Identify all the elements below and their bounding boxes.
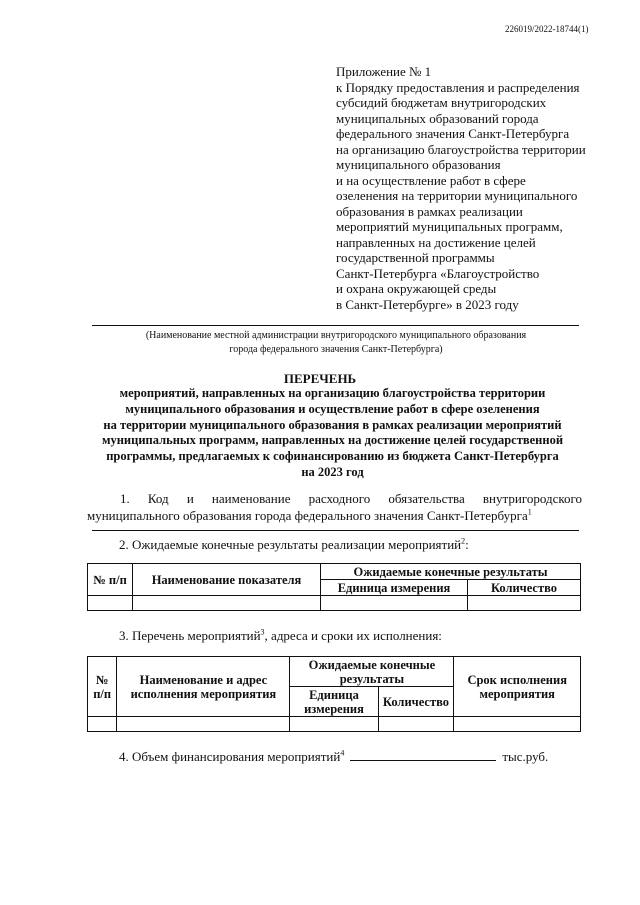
appendix-line: и на осуществление работ в сфере <box>336 172 526 188</box>
table-cell <box>88 596 133 611</box>
col-header-quantity: Количество <box>378 687 454 717</box>
caption-line: (Наименование местной администрации внутригородского муниципального образования <box>145 330 527 341</box>
appendix-line: федерального значения Санкт-Петербурга <box>336 126 570 141</box>
footnote-ref: 1 <box>527 507 532 517</box>
col-header-indicator: Наименование показателя <box>133 564 321 596</box>
section-1-heading: 1. Код и наименование расходного обязательства внутригородского <box>120 491 582 506</box>
col-header-activity: Наименование и адрес исполнения мероприятия <box>117 657 290 717</box>
appendix-line: муниципальных образований города <box>336 110 539 126</box>
appendix-line: на организацию благоустройства территории <box>336 141 586 157</box>
appendix-line: озеленения на территории муниципального <box>336 188 578 203</box>
admin-name-line <box>92 325 579 326</box>
subtitle-line: мероприятий, направленных на организацию благоустройства территории <box>119 386 546 400</box>
appendix-line: и охрана окружающей среды <box>336 281 497 296</box>
section-2-text: 2. Ожидаемые конечные результаты реализации мероприятий <box>119 537 462 552</box>
subtitle-line: программы, предлагаемых к софинансированию из бюджета Санкт-Петербурга <box>106 449 559 464</box>
col-header-number: № п/п <box>88 564 133 596</box>
activities-table <box>87 656 581 732</box>
section-1-text: муниципального образования города федерального значения Санкт-Петербурга <box>87 508 528 523</box>
section-2-suffix: : <box>465 537 469 552</box>
appendix-line: направленных на достижение целей <box>336 234 536 250</box>
table-cell <box>468 596 581 611</box>
table-row <box>88 717 581 732</box>
section-3-text: 3. Перечень мероприятий <box>119 628 261 643</box>
table-cell <box>321 596 468 611</box>
appendix-line: государственной программы <box>336 250 495 265</box>
section-1-fill-line <box>92 530 579 531</box>
document-title: ПЕРЕЧЕНЬ <box>283 371 357 386</box>
table-cell <box>133 596 321 611</box>
col-header-number: № п/п <box>88 657 117 717</box>
table-cell <box>88 717 117 732</box>
appendix-header <box>336 64 586 312</box>
results-table <box>87 563 581 611</box>
admin-name-caption <box>95 329 577 357</box>
table-cell <box>290 717 378 732</box>
appendix-line: субсидий бюджетам внутригородских <box>336 95 547 110</box>
section-4-text: 4. Объем финансирования мероприятий <box>119 749 341 764</box>
footnote-ref: 3 <box>260 627 265 637</box>
table-cell <box>117 717 290 732</box>
appendix-line: мероприятий муниципальных программ, <box>336 219 563 234</box>
table-cell <box>454 717 581 732</box>
col-header-deadline: Срок исполнения мероприятия <box>454 657 581 717</box>
appendix-line: в Санкт-Петербурге» в 2023 году <box>336 296 519 312</box>
col-header-quantity: Количество <box>468 580 581 596</box>
section-1-continuation <box>87 508 532 524</box>
appendix-line: образования в рамках реализации <box>336 203 523 219</box>
document-number: 226019/2022-18744(1) <box>505 24 589 34</box>
document-subtitle <box>70 386 595 481</box>
section-3-heading <box>119 628 442 644</box>
footnote-ref: 4 <box>340 748 345 758</box>
col-header-expected-results: Ожидаемые конечные результаты <box>290 657 454 687</box>
subtitle-line: на 2023 год <box>301 464 364 479</box>
subtitle-line: муниципальных программ, направленных на достижение целей государственной <box>101 433 564 448</box>
subtitle-line: муниципального образования и осуществление работ в сфере озеленения <box>125 401 540 416</box>
section-3-suffix: , адреса и сроки их исполнения: <box>264 628 442 643</box>
appendix-line: к Порядку предоставления и распределения <box>336 79 580 95</box>
table-cell <box>378 717 454 732</box>
appendix-line: муниципального образования <box>336 157 501 172</box>
col-header-unit: Единица измерения <box>290 687 378 717</box>
section-2-heading <box>119 537 469 553</box>
appendix-line: Санкт-Петербурга «Благоустройство <box>336 265 540 281</box>
col-header-expected-results: Ожидаемые конечные результаты <box>321 564 581 580</box>
currency-unit: тыс.руб. <box>502 749 549 764</box>
col-header-unit: Единица измерения <box>321 580 468 596</box>
footnote-ref: 2 <box>461 536 466 546</box>
subtitle-line: на территории муниципального образования в рамках реализации мероприятий <box>103 417 562 432</box>
section-4-heading <box>119 748 548 765</box>
table-row <box>88 596 581 611</box>
amount-blank-line <box>350 748 496 761</box>
appendix-line: Приложение № 1 <box>336 64 432 79</box>
caption-line: города федерального значения Санкт-Петербурга) <box>229 344 443 355</box>
